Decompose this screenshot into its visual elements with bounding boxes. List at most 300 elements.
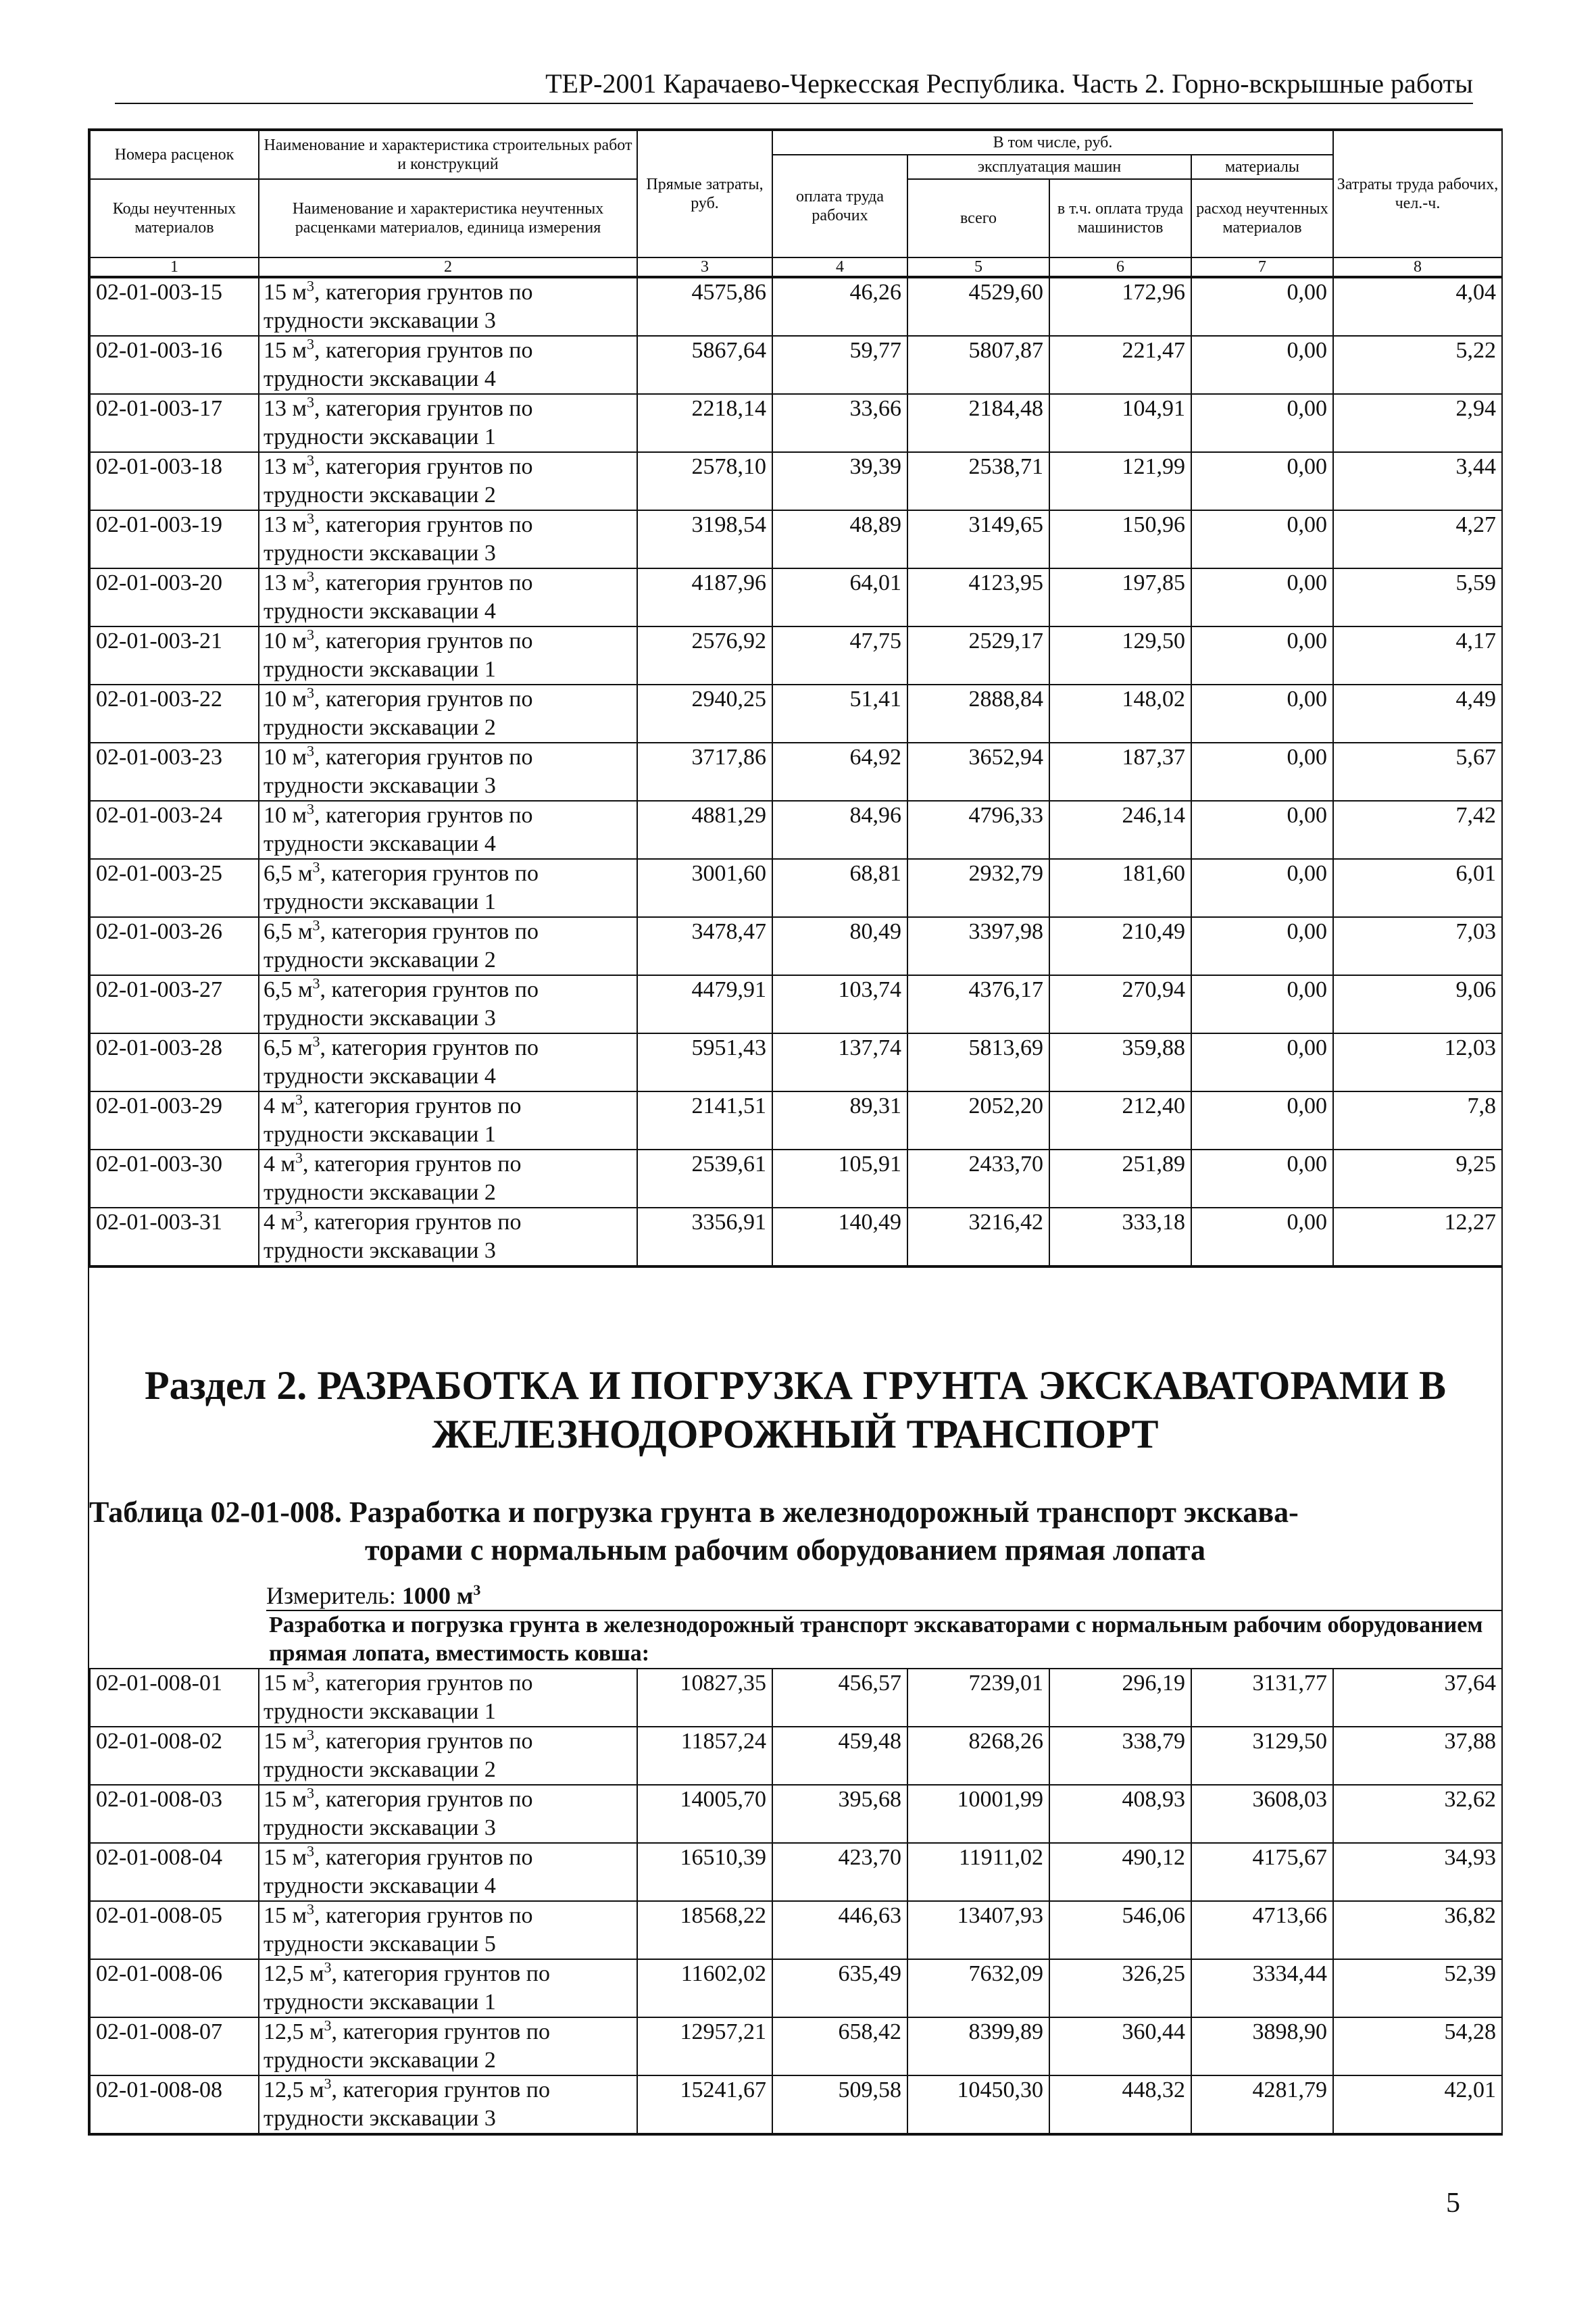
materials-value: 0,00 [1191,1150,1333,1208]
rate-volume: 15 м [264,1671,307,1696]
labor-hours-value: 52,39 [1333,1959,1502,2017]
rate-category: трудности экскавации 2 [264,483,496,508]
materials-value: 0,00 [1191,336,1333,394]
rate-code: 02-01-003-16 [90,336,259,394]
rate-volume: 4 м [264,1152,296,1177]
worker-pay-value: 89,31 [772,1091,907,1150]
rate-category: трудности экскавации 4 [264,599,496,624]
rates-table-header [89,130,1503,277]
table-row [90,1959,1502,2017]
rate-code: 02-01-003-28 [90,1033,259,1091]
worker-pay-value: 456,57 [772,1669,907,1727]
machine-total-value: 11911,02 [907,1843,1049,1901]
rate-category: трудности экскавации 4 [264,366,496,391]
rate-code: 02-01-003-30 [90,1150,259,1208]
rate-code: 02-01-008-03 [90,1785,259,1843]
volume-superscript: 3 [307,626,315,643]
materials-value: 3608,03 [1191,1785,1333,1843]
materials-value: 4175,67 [1191,1843,1333,1901]
header-material-name: Наименование и характеристика неучтенных расценками материалов, единица измерения [259,179,637,257]
volume-superscript: 3 [307,800,315,818]
rate-category: трудности экскавации 1 [264,1990,496,2015]
rate-name [259,2017,637,2075]
rate-volume: 15 м [264,1845,307,1870]
direct-costs-value: 5867,64 [637,336,772,394]
rate-code: 02-01-008-02 [90,1727,259,1785]
materials-value: 4281,79 [1191,2075,1333,2134]
direct-costs-value: 3478,47 [637,917,772,975]
rate-description: , категория грунтов по [314,1671,533,1696]
rate-volume: 15 м [264,1903,307,1928]
machine-total-value: 3652,94 [907,743,1049,801]
machinist-pay-value: 360,44 [1049,2017,1191,2075]
materials-value: 0,00 [1191,917,1333,975]
rate-description: , категория грунтов по [303,1210,522,1235]
volume-superscript: 3 [307,277,315,295]
rate-volume: 13 м [264,396,307,421]
machinist-pay-value: 150,96 [1049,510,1191,568]
section-2-block [89,1348,1501,1668]
rate-name [259,336,637,394]
materials-value: 3334,44 [1191,1959,1333,2017]
direct-costs-value: 2576,92 [637,626,772,685]
rate-description: , категория грунтов по [331,2077,550,2102]
worker-pay-value: 51,41 [772,685,907,743]
machinist-pay-value: 148,02 [1049,685,1191,743]
rate-code: 02-01-008-05 [90,1901,259,1959]
rate-volume: 10 м [264,803,307,828]
volume-superscript: 3 [312,975,320,992]
rate-description: , категория грунтов по [314,454,533,479]
header-labor-hours: Затраты труда рабочих, чел.-ч. [1333,130,1502,257]
rate-description: , категория грунтов по [320,861,539,886]
rate-description: , категория грунтов по [314,280,533,305]
machine-total-value: 8399,89 [907,2017,1049,2075]
measure-value: 1000 м [401,1582,474,1609]
rate-volume: 15 м [264,338,307,363]
table-row [90,2017,1502,2075]
rate-description: , категория грунтов по [320,977,539,1002]
rate-description: , категория грунтов по [331,2019,550,2044]
worker-pay-value: 395,68 [772,1785,907,1843]
rate-name [259,2075,637,2134]
rate-category: трудности экскавации 1 [264,657,496,682]
rate-description: , категория грунтов по [331,1961,550,1986]
materials-value: 0,00 [1191,1208,1333,1266]
machinist-pay-value: 296,19 [1049,1669,1191,1727]
rate-category: трудности экскавации 2 [264,1180,496,1205]
materials-value: 0,00 [1191,510,1333,568]
machine-total-value: 5807,87 [907,336,1049,394]
materials-value: 0,00 [1191,1033,1333,1091]
rate-category: трудности экскавации 3 [264,541,496,566]
direct-costs-value: 4479,91 [637,975,772,1033]
machine-total-value: 13407,93 [907,1901,1049,1959]
machinist-pay-value: 326,25 [1049,1959,1191,2017]
rates-table-frame [88,128,1503,2136]
header-unaccounted-materials: расход неучтенных материалов [1191,179,1333,257]
machine-total-value: 2932,79 [907,859,1049,917]
rate-name [259,917,637,975]
column-number: 2 [259,257,637,276]
table-row [90,859,1502,917]
worker-pay-value: 658,42 [772,2017,907,2075]
machine-total-value: 7632,09 [907,1959,1049,2017]
machinist-pay-value: 104,91 [1049,394,1191,452]
rate-volume: 6,5 м [264,919,313,944]
rate-code: 02-01-003-21 [90,626,259,685]
rate-code: 02-01-003-27 [90,975,259,1033]
labor-hours-value: 5,59 [1333,568,1502,626]
worker-pay-value: 509,58 [772,2075,907,2134]
machinist-pay-value: 246,14 [1049,801,1191,859]
rate-volume: 12,5 м [264,1961,324,1986]
table-row [90,1785,1502,1843]
labor-hours-value: 9,25 [1333,1150,1502,1208]
rate-code: 02-01-003-17 [90,394,259,452]
worker-pay-value: 64,92 [772,743,907,801]
materials-value: 0,00 [1191,452,1333,510]
materials-value: 0,00 [1191,1091,1333,1150]
volume-superscript: 3 [307,1784,315,1802]
rate-description: , категория грунтов по [314,745,533,770]
table-row [90,452,1502,510]
direct-costs-value: 2940,25 [637,685,772,743]
column-number: 5 [907,257,1049,276]
labor-hours-value: 54,28 [1333,2017,1502,2075]
rate-volume: 10 м [264,629,307,654]
rate-volume: 12,5 м [264,2077,324,2102]
machine-total-value: 4529,60 [907,278,1049,336]
machinist-pay-value: 187,37 [1049,743,1191,801]
materials-value: 0,00 [1191,685,1333,743]
rates-table-part1 [89,277,1503,1266]
rate-code: 02-01-008-04 [90,1843,259,1901]
machine-total-value: 2052,20 [907,1091,1049,1150]
machine-total-value: 3216,42 [907,1208,1049,1266]
machine-total-value: 2184,48 [907,394,1049,452]
rate-category: трудности экскавации 3 [264,773,496,798]
rate-code: 02-01-003-24 [90,801,259,859]
rate-description: , категория грунтов по [314,629,533,654]
table-row [90,2075,1502,2134]
table-row [90,1901,1502,1959]
machinist-pay-value: 490,12 [1049,1843,1191,1901]
labor-hours-value: 4,04 [1333,278,1502,336]
materials-value: 0,00 [1191,859,1333,917]
materials-value: 0,00 [1191,743,1333,801]
materials-value: 3129,50 [1191,1727,1333,1785]
labor-hours-value: 7,42 [1333,801,1502,859]
table-title-line2: торами с нормальным рабочим оборудованием прямая лопата [365,1533,1205,1567]
machinist-pay-value: 338,79 [1049,1727,1191,1785]
table-row [90,917,1502,975]
column-number: 4 [772,257,907,276]
table-row [90,568,1502,626]
labor-hours-value: 37,64 [1333,1669,1502,1727]
direct-costs-value: 3356,91 [637,1208,772,1266]
rate-name [259,801,637,859]
rate-category: трудности экскавации 3 [264,1238,496,1263]
table-row [90,975,1502,1033]
rate-name [259,1901,637,1959]
rate-code: 02-01-008-07 [90,2017,259,2075]
worker-pay-value: 459,48 [772,1727,907,1785]
machine-total-value: 8268,26 [907,1727,1049,1785]
rate-category: трудности экскавации 2 [264,715,496,740]
rate-code: 02-01-003-31 [90,1208,259,1266]
rate-volume: 15 м [264,1787,307,1812]
volume-superscript: 3 [312,858,320,876]
volume-superscript: 3 [307,393,315,411]
direct-costs-value: 5951,43 [637,1033,772,1091]
header-direct-costs: Прямые затраты, руб. [637,130,772,257]
measure-unit [266,1581,1501,1610]
table-subheader: Разработка и погрузка грунта в железнодорожный транспорт экскаваторами с нормальным рабочим оборудованием прямая лопата, вместимость ковша: [266,1610,1501,1668]
rate-volume: 6,5 м [264,977,313,1002]
worker-pay-value: 140,49 [772,1208,907,1266]
rate-category: трудности экскавации 3 [264,2106,496,2131]
header-material-codes: Коды неучтенных материалов [90,179,259,257]
rates-table-part2 [89,1668,1503,2134]
direct-costs-value: 4575,86 [637,278,772,336]
direct-costs-value: 4187,96 [637,568,772,626]
machinist-pay-value: 359,88 [1049,1033,1191,1091]
machinist-pay-value: 448,32 [1049,2075,1191,2134]
volume-superscript: 3 [307,1842,315,1860]
rate-description: , категория грунтов по [314,570,533,595]
direct-costs-value: 3198,54 [637,510,772,568]
direct-costs-value: 11857,24 [637,1727,772,1785]
rate-volume: 10 м [264,687,307,712]
table-row [90,1669,1502,1727]
volume-superscript: 3 [307,451,315,469]
machine-total-value: 4796,33 [907,801,1049,859]
worker-pay-value: 446,63 [772,1901,907,1959]
labor-hours-value: 34,93 [1333,1843,1502,1901]
direct-costs-value: 10827,35 [637,1669,772,1727]
rate-category: трудности экскавации 1 [264,889,496,914]
machinist-pay-value: 172,96 [1049,278,1191,336]
rate-name [259,743,637,801]
materials-value: 4713,66 [1191,1901,1333,1959]
rate-volume: 15 м [264,1729,307,1754]
worker-pay-value: 48,89 [772,510,907,568]
section-title: Раздел 2. РАЗРАБОТКА И ПОГРУЗКА ГРУНТА ЭКСКАВАТОРАМИ В ЖЕЛЕЗНОДОРОЖНЫЙ ТРАНСПОРТ [144,1363,1447,1456]
materials-value: 0,00 [1191,278,1333,336]
header-worker-pay: оплата труда рабочих [772,155,907,257]
labor-hours-value: 12,03 [1333,1033,1502,1091]
column-number: 8 [1333,257,1502,276]
table-row [90,1208,1502,1266]
volume-superscript: 3 [307,510,315,527]
rate-code: 02-01-008-01 [90,1669,259,1727]
labor-hours-value: 7,03 [1333,917,1502,975]
labor-hours-value: 37,88 [1333,1727,1502,1785]
rate-category: трудности экскавации 4 [264,1064,496,1089]
rate-name [259,1150,637,1208]
rate-code: 02-01-003-18 [90,452,259,510]
rate-description: , категория грунтов по [314,1787,533,1812]
machine-total-value: 2888,84 [907,685,1049,743]
labor-hours-value: 12,27 [1333,1208,1502,1266]
rate-code: 02-01-003-25 [90,859,259,917]
rate-category: трудности экскавации 1 [264,1699,496,1724]
worker-pay-value: 39,39 [772,452,907,510]
worker-pay-value: 84,96 [772,801,907,859]
rate-name [259,452,637,510]
materials-value: 0,00 [1191,394,1333,452]
direct-costs-value: 11602,02 [637,1959,772,2017]
direct-costs-value: 12957,21 [637,2017,772,2075]
table-row [90,743,1502,801]
machine-total-value: 2538,71 [907,452,1049,510]
volume-superscript: 3 [295,1207,303,1225]
table-row [90,510,1502,568]
rate-name [259,1785,637,1843]
volume-superscript: 3 [312,916,320,934]
materials-value: 3898,90 [1191,2017,1333,2075]
machine-total-value: 4376,17 [907,975,1049,1033]
worker-pay-value: 59,77 [772,336,907,394]
volume-superscript: 3 [324,1959,332,1976]
machinist-pay-value: 221,47 [1049,336,1191,394]
machinist-pay-value: 212,40 [1049,1091,1191,1150]
rate-description: , категория грунтов по [320,1035,539,1060]
labor-hours-value: 2,94 [1333,394,1502,452]
header-including-group: В том числе, руб. [772,130,1333,155]
machinist-pay-value: 210,49 [1049,917,1191,975]
rate-volume: 15 м [264,280,307,305]
worker-pay-value: 64,01 [772,568,907,626]
labor-hours-value: 5,22 [1333,336,1502,394]
machinist-pay-value: 546,06 [1049,1901,1191,1959]
labor-hours-value: 36,82 [1333,1901,1502,1959]
worker-pay-value: 33,66 [772,394,907,452]
rate-category: трудности экскавации 2 [264,947,496,973]
column-number: 6 [1049,257,1191,276]
rate-description: , категория грунтов по [320,919,539,944]
rate-category: трудности экскавации 5 [264,1931,496,1956]
materials-value: 3131,77 [1191,1669,1333,1727]
rate-volume: 13 м [264,512,307,537]
table-row [90,1727,1502,1785]
direct-costs-value: 2141,51 [637,1091,772,1150]
worker-pay-value: 68,81 [772,859,907,917]
table-row [90,1091,1502,1150]
header-work-name: Наименование и характеристика строительных работ и конструкций [259,130,637,179]
rate-volume: 6,5 м [264,1035,313,1060]
rate-code: 02-01-003-19 [90,510,259,568]
worker-pay-value: 103,74 [772,975,907,1033]
rate-description: , категория грунтов по [314,396,533,421]
worker-pay-value: 46,26 [772,278,907,336]
labor-hours-value: 9,06 [1333,975,1502,1033]
worker-pay-value: 635,49 [772,1959,907,2017]
rate-name [259,394,637,452]
column-number: 3 [637,257,772,276]
machine-total-value: 3149,65 [907,510,1049,568]
rate-name [259,1959,637,2017]
machinist-pay-value: 197,85 [1049,568,1191,626]
rate-volume: 6,5 м [264,861,313,886]
machine-total-value: 10450,30 [907,2075,1049,2134]
column-number: 7 [1191,257,1333,276]
direct-costs-value: 2539,61 [637,1150,772,1208]
labor-hours-value: 6,01 [1333,859,1502,917]
volume-superscript: 3 [307,568,315,585]
rate-category: трудности экскавации 1 [264,424,496,449]
rate-name [259,1727,637,1785]
column-number: 1 [90,257,259,276]
labor-hours-value: 5,67 [1333,743,1502,801]
rate-description: , категория грунтов по [314,687,533,712]
rate-name [259,568,637,626]
rate-code: 02-01-003-15 [90,278,259,336]
volume-superscript: 3 [307,1900,315,1918]
rate-volume: 13 м [264,454,307,479]
machine-total-value: 10001,99 [907,1785,1049,1843]
rate-volume: 4 м [264,1210,296,1235]
machinist-pay-value: 408,93 [1049,1785,1191,1843]
table-row [90,685,1502,743]
direct-costs-value: 2218,14 [637,394,772,452]
rate-name [259,626,637,685]
rate-code: 02-01-003-29 [90,1091,259,1150]
rate-code: 02-01-008-06 [90,1959,259,2017]
volume-superscript: 3 [295,1091,303,1108]
header-materials: материалы [1191,155,1333,179]
worker-pay-value: 137,74 [772,1033,907,1091]
rate-code: 02-01-008-08 [90,2075,259,2134]
rate-category: трудности экскавации 4 [264,831,496,856]
rate-name [259,278,637,336]
rate-volume: 4 м [264,1093,296,1118]
rate-description: , категория грунтов по [314,1903,533,1928]
rate-name [259,975,637,1033]
section-spacer [89,1266,1501,1348]
machine-total-value: 2433,70 [907,1150,1049,1208]
rate-category: трудности экскавации 2 [264,2048,496,2073]
table-row [90,394,1502,452]
labor-hours-value: 4,17 [1333,626,1502,685]
table-row [90,278,1502,336]
rate-description: , категория грунтов по [314,803,533,828]
rate-name [259,1033,637,1091]
rate-volume: 12,5 м [264,2019,324,2044]
direct-costs-value: 3717,86 [637,743,772,801]
table-row [90,336,1502,394]
rate-category: трудности экскавации 4 [264,1873,496,1898]
rate-category: трудности экскавации 2 [264,1757,496,1782]
direct-costs-value: 4881,29 [637,801,772,859]
rate-name [259,1669,637,1727]
table-row [90,626,1502,685]
direct-costs-value: 3001,60 [637,859,772,917]
materials-value: 0,00 [1191,801,1333,859]
rate-name [259,1091,637,1150]
rate-name [259,685,637,743]
header-rate-numbers: Номера расценок [90,130,259,179]
volume-superscript: 3 [307,1668,315,1685]
worker-pay-value: 423,70 [772,1843,907,1901]
labor-hours-value: 42,01 [1333,2075,1502,2134]
rate-description: , категория грунтов по [303,1152,522,1177]
table-row [90,1150,1502,1208]
direct-costs-value: 15241,67 [637,2075,772,2134]
volume-superscript: 3 [295,1149,303,1166]
rate-code: 02-01-003-23 [90,743,259,801]
